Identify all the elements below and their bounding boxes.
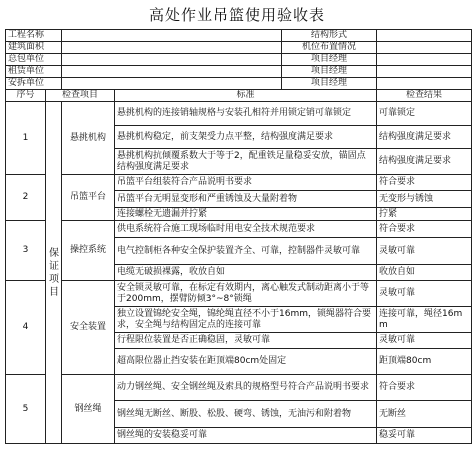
info-value[interactable] — [377, 54, 472, 66]
standard-text: 超高限位器止挡安装在距顶端80cm处固定 — [115, 349, 377, 375]
info-label: 项目经理 — [282, 78, 377, 90]
info-label: 工程名称 — [6, 30, 62, 42]
info-label: 机位布置情况 — [282, 42, 377, 54]
table-row — [6, 175, 472, 191]
header-row — [6, 90, 472, 102]
standard-text: 动力钢丝绳、安全钢丝绳及索具的规格型号符合产品说明书要求 — [115, 375, 377, 401]
section-no: 4 — [6, 281, 46, 375]
header-standard: 标准 — [115, 90, 377, 102]
info-label: 安拆单位 — [6, 78, 62, 90]
section-name: 钢丝绳 — [62, 375, 115, 444]
result-text: 拧紧 — [377, 208, 472, 221]
info-label: 总包单位 — [6, 54, 62, 66]
result-text: 结构强度满足要求 — [377, 149, 472, 175]
info-value[interactable] — [62, 78, 282, 90]
info-row — [6, 42, 472, 54]
standard-text: 电缆无破损裸露，收放自如 — [115, 265, 377, 281]
result-text: 连接可靠，绳径16mm — [377, 307, 472, 333]
result-text: 可靠锁定 — [377, 102, 472, 126]
standard-text: 行程限位装置是否正确稳固，灵敏可靠 — [115, 333, 377, 349]
standard-text: 悬挑机构稳定，前支架受力点平整，结构强度满足要求 — [115, 126, 377, 149]
acceptance-table — [5, 29, 472, 444]
header-result: 检查结果 — [377, 90, 472, 102]
result-text: 无变形与锈蚀 — [377, 191, 472, 208]
result-text: 符合要求 — [377, 175, 472, 191]
section-no: 2 — [6, 175, 46, 221]
info-label: 项目经理 — [282, 66, 377, 78]
result-text: 无断丝 — [377, 401, 472, 428]
result-text: 收放自如 — [377, 265, 472, 281]
section-no: 1 — [6, 102, 46, 175]
standard-text: 独立设置锦纶安全绳，锦纶绳直径不小于16mm，锁绳器符合要求，安全绳与结构固定点的连接可靠 — [115, 307, 377, 333]
info-value[interactable] — [377, 30, 472, 42]
info-value[interactable] — [377, 42, 472, 54]
result-text: 灵敏可靠 — [377, 281, 472, 307]
section-name: 悬挑机构 — [62, 102, 115, 175]
info-row — [6, 66, 472, 78]
info-row — [6, 30, 472, 42]
header-no: 序号 — [6, 90, 46, 102]
info-row — [6, 54, 472, 66]
table-row — [6, 375, 472, 401]
standard-text: 连接螺栓无遗漏并拧紧 — [115, 208, 377, 221]
info-value[interactable] — [62, 30, 282, 42]
result-text: 符合要求 — [377, 375, 472, 401]
table-row — [6, 281, 472, 307]
result-text: 符合要求 — [377, 221, 472, 238]
info-value[interactable] — [62, 54, 282, 66]
info-value[interactable] — [62, 66, 282, 78]
section-no: 5 — [6, 375, 46, 444]
result-text: 灵敏可靠 — [377, 238, 472, 265]
section-name: 安全装置 — [62, 281, 115, 375]
info-label: 建筑面积 — [6, 42, 62, 54]
group-label: 保证项目 — [49, 247, 59, 298]
section-name: 吊篮平台 — [62, 175, 115, 221]
table-row — [6, 102, 472, 126]
standard-text: 吊篮平台组装符合产品说明书要求 — [115, 175, 377, 191]
table-row — [6, 221, 472, 238]
info-label: 结构形式 — [282, 30, 377, 42]
result-text: 距顶端80cm — [377, 349, 472, 375]
standard-text: 钢丝绳无断丝、断股、松股、硬弯、锈蚀，无油污和附着物 — [115, 401, 377, 428]
info-label: 租赁单位 — [6, 66, 62, 78]
info-row — [6, 78, 472, 90]
info-value[interactable] — [62, 42, 282, 54]
section-name: 操控系统 — [62, 221, 115, 281]
standard-text: 吊篮平台无明显变形和严重锈蚀及大量附着物 — [115, 191, 377, 208]
info-value[interactable] — [377, 66, 472, 78]
standard-text: 钢丝绳的安装稳妥可靠 — [115, 428, 377, 444]
standard-text: 供电系统符合施工现场临时用电安全技术规范要求 — [115, 221, 377, 238]
result-text: 结构强度满足要求 — [377, 126, 472, 149]
header-item: 检查项目 — [46, 90, 115, 102]
group-label-cell — [46, 102, 62, 444]
standard-text: 安全锁灵敏可靠，在标定有效期内，离心触发式制动距离小于等于200mm，摆臂防倾3°~8°锁绳 — [115, 281, 377, 307]
form-title: 高处作业吊篮使用验收表 — [148, 6, 325, 24]
info-label: 项目经理 — [282, 54, 377, 66]
standard-text: 悬挑机构的连接销轴规格与安装孔相符并用锁定销可靠锁定 — [115, 102, 377, 126]
section-no: 3 — [6, 221, 46, 281]
info-value[interactable] — [377, 78, 472, 90]
standard-text: 悬挑机构抗倾覆系数大于等于2，配重铁足量稳妥安放，锚固点结构强度满足要求 — [115, 149, 377, 175]
standard-text: 电气控制柜各种安全保护装置齐全、可靠，控制器件灵敏可靠 — [115, 238, 377, 265]
result-text: 稳妥可靠 — [377, 428, 472, 444]
result-text: 灵敏可靠 — [377, 333, 472, 349]
